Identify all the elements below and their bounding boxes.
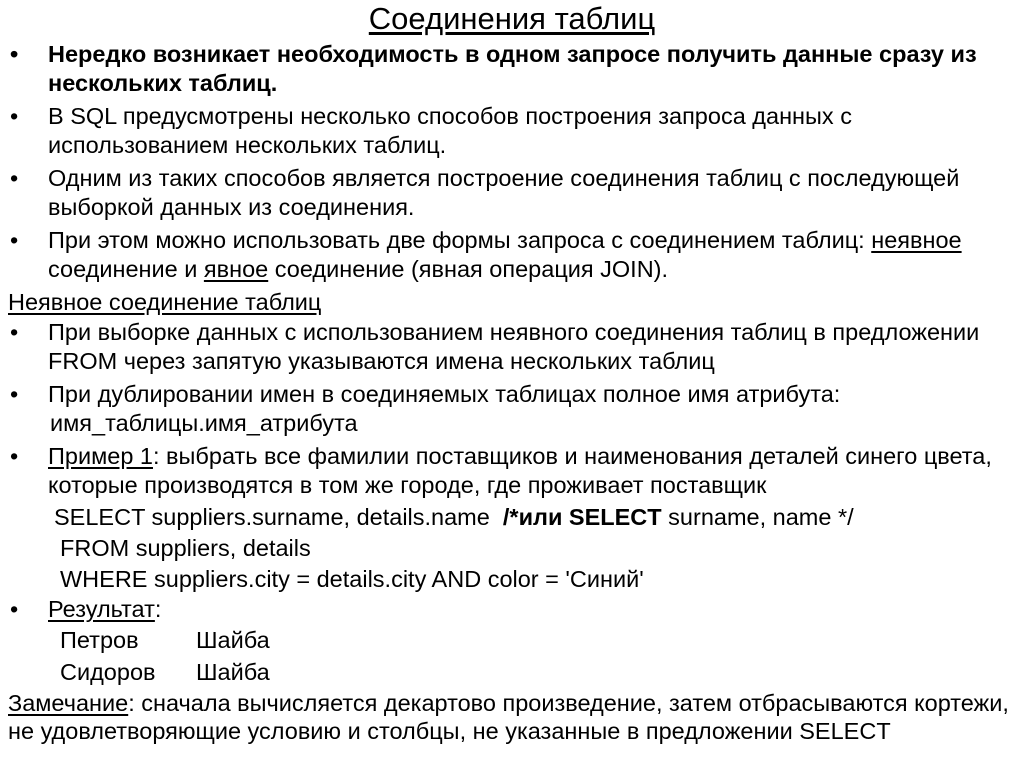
result-label: Результат	[48, 596, 155, 622]
bullet-result	[8, 595, 1018, 624]
slide-content	[8, 40, 1018, 745]
result-surname: Сидоров	[60, 659, 156, 685]
sql-comment-open: /*или SELECT	[502, 504, 662, 530]
example-text: : выбрать все фамилии поставщиков и наименования деталей синего цвета, которые производятся в том же городе, где проживает поставщик	[48, 443, 992, 498]
attr-format: имя_таблицы.имя_атрибута	[50, 410, 358, 436]
result-detail: Шайба	[196, 627, 270, 653]
result-surname: Петров	[60, 627, 139, 653]
note-paragraph	[8, 689, 1018, 745]
result-row	[8, 624, 1018, 656]
join-forms-end: соединение (явная операция JOIN).	[268, 256, 669, 282]
sql-select-line	[8, 502, 1018, 533]
bullet-from-clause: • При выборке данных с использованием неявного соединения таблиц в предложении FROM через запятую указываются имена нескольких таблиц	[8, 318, 1018, 376]
sql-comment-rest: surname, name */	[661, 504, 854, 530]
result-row	[8, 656, 1018, 688]
example-label: Пример 1	[48, 443, 153, 469]
bullet-attr-names: • При дублировании имен в соединяемых таблицах полное имя атрибута:	[8, 380, 1018, 409]
join-forms-text: При этом можно использовать две формы запроса с соединением таблиц:	[48, 227, 872, 253]
note-text: : сначала вычисляется декартово произведение, затем отбрасываются кортежи, не удовлетворяющие условию и столбцы, не указанные в предложении SELECT	[8, 690, 1009, 744]
bullet-intro-2: • В SQL предусмотрены несколько способов построения запроса данных с использованием нескольких таблиц.	[8, 102, 1018, 160]
sql-from-line: FROM suppliers, details	[60, 535, 311, 561]
sql-where-line: WHERE suppliers.city = details.city AND color = 'Синий'	[60, 566, 644, 592]
implicit-join-term: неявное	[871, 227, 962, 253]
note-label: Замечание	[8, 690, 129, 716]
bullet-intro-3: • Одним из таких способов является построение соединения таблиц с последующей выборкой данных из соединения.	[8, 164, 1018, 222]
bullet-intro-1: • Нередко возникает необходимость в одном запросе получить данные сразу из нескольких таблиц.	[8, 40, 1018, 98]
explicit-join-term: явное	[203, 256, 269, 282]
sql-select: SELECT suppliers.surname, details.name	[54, 504, 490, 530]
result-colon: :	[154, 596, 162, 622]
section-heading: Неявное соединение таблиц	[8, 289, 322, 315]
result-detail: Шайба	[196, 659, 270, 685]
bullet-example	[8, 442, 1018, 500]
bullet-join-forms	[8, 226, 1018, 284]
join-forms-middle: соединение и	[48, 256, 204, 282]
slide-title: Соединения таблиц	[368, 1, 656, 36]
